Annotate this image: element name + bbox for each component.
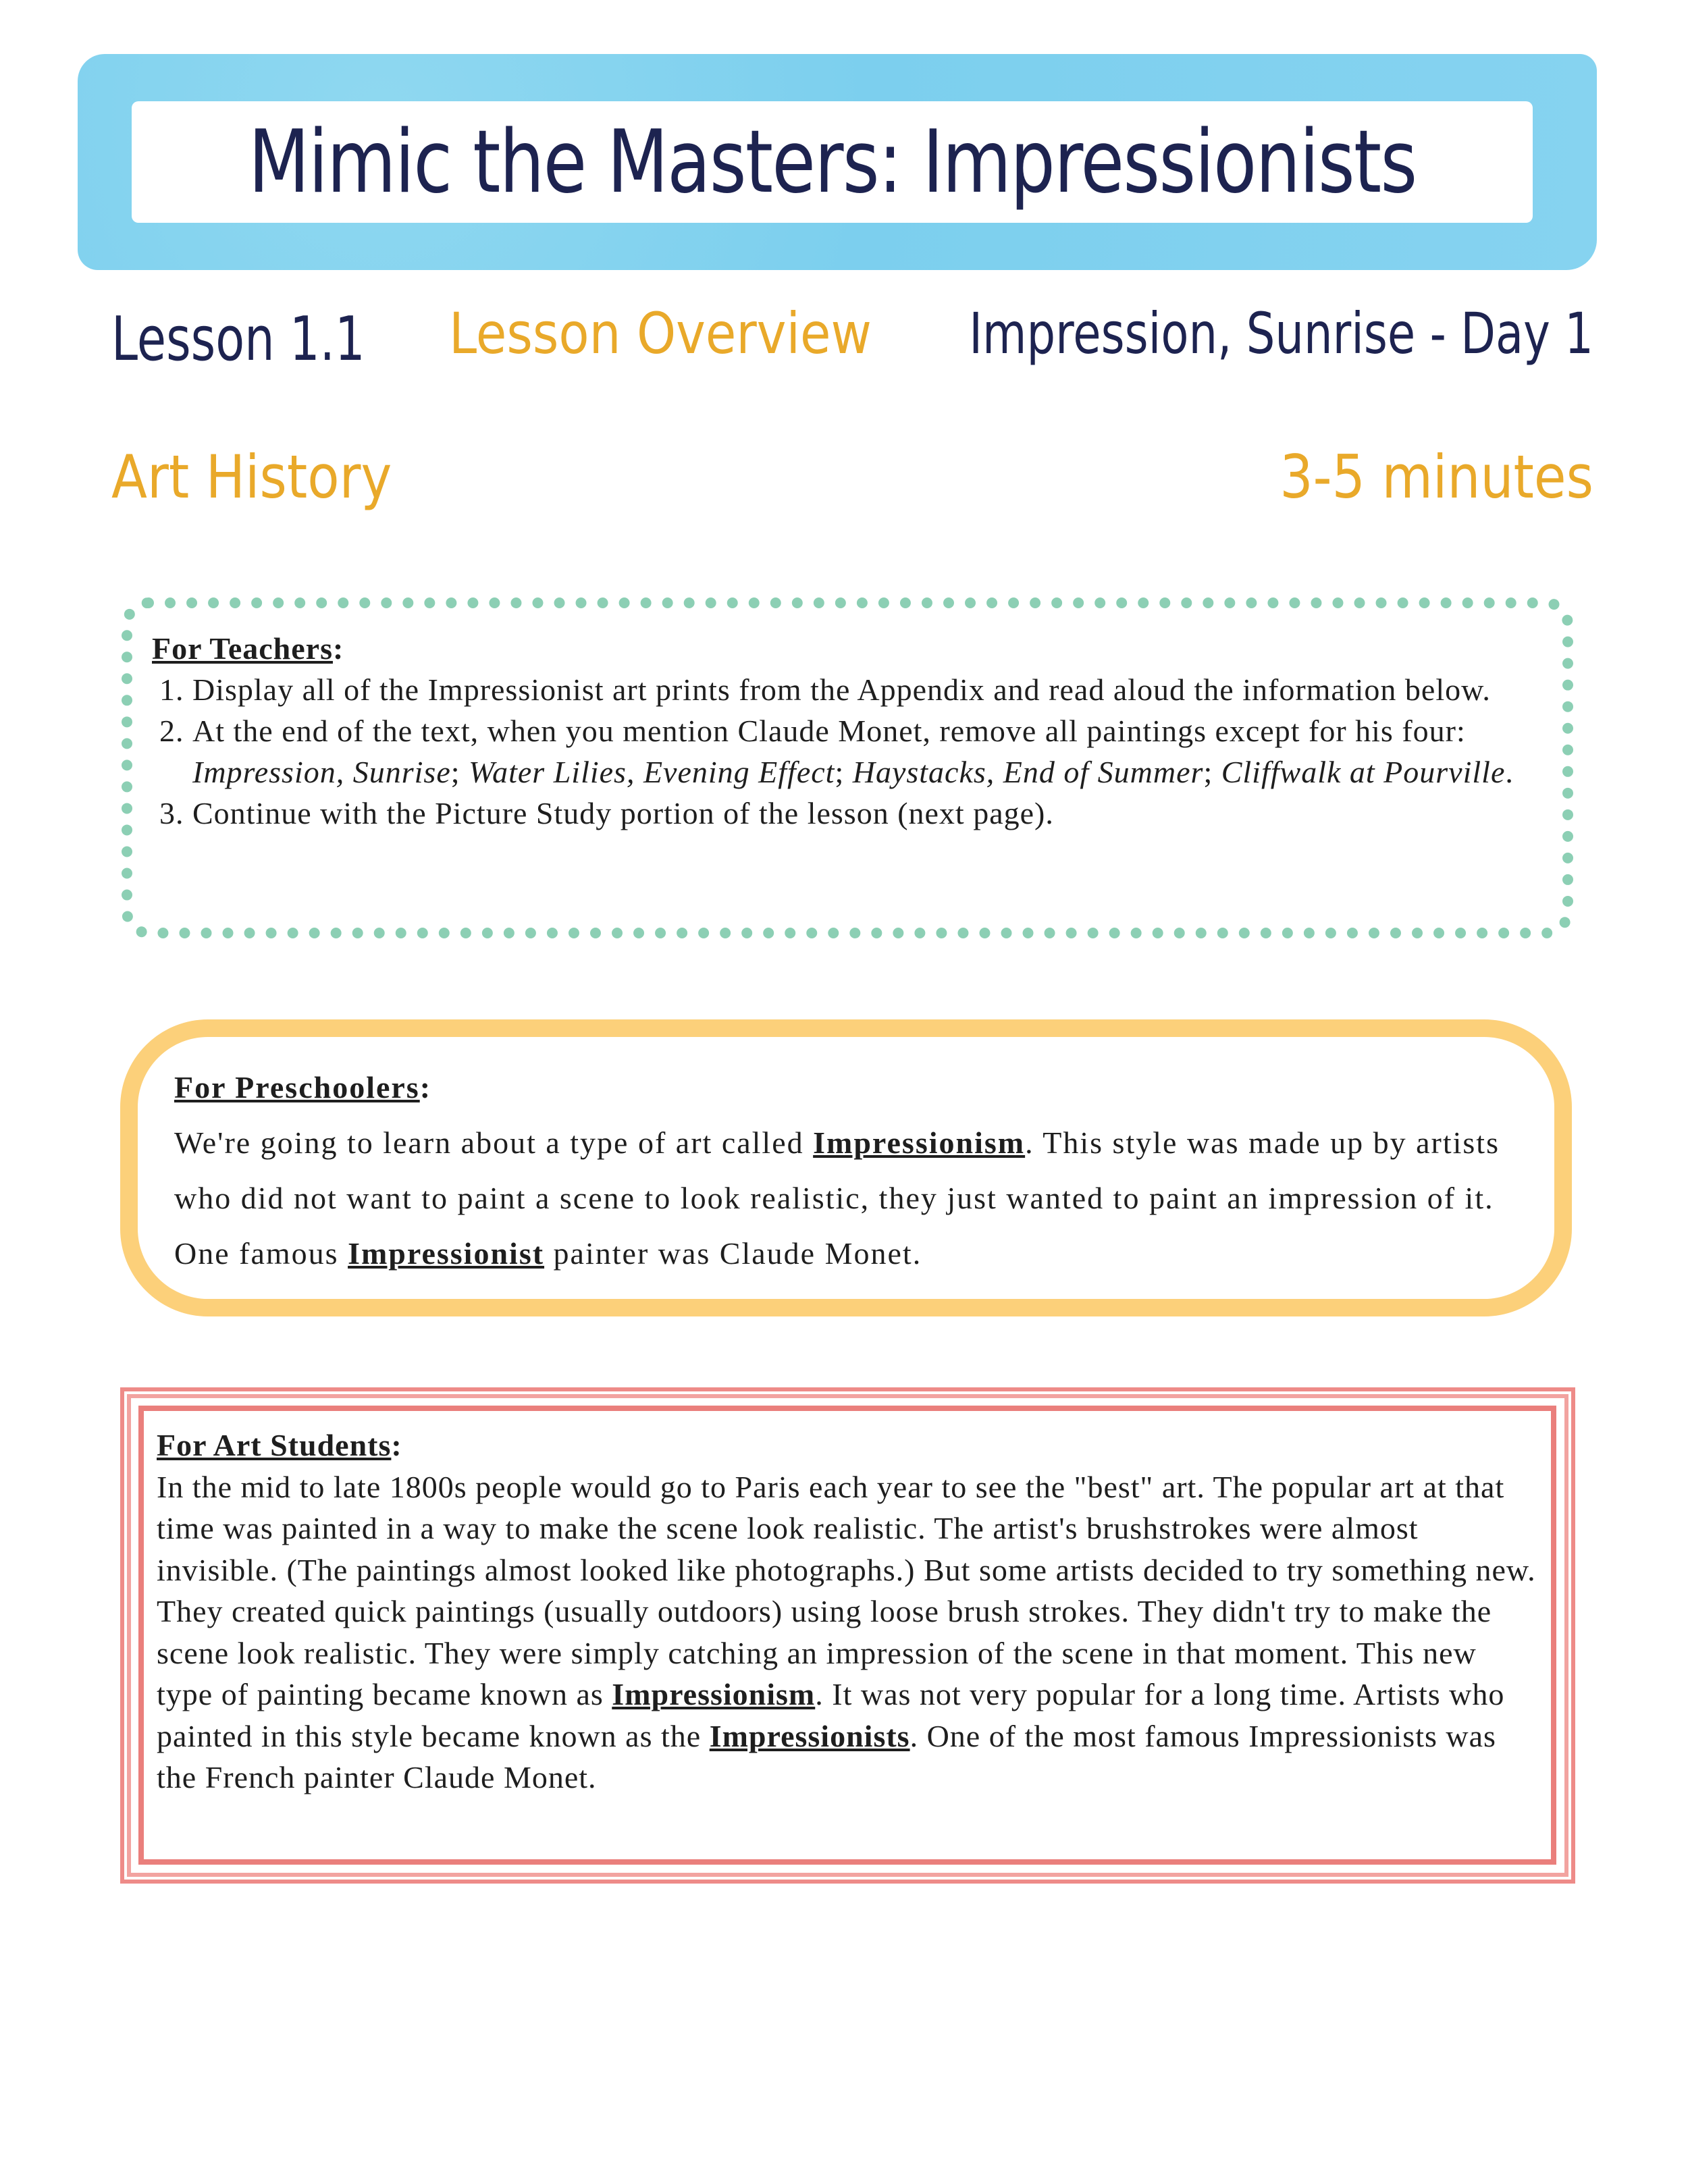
preschoolers-heading: For Preschoolers:: [174, 1070, 432, 1104]
painting-title: Impression, Sunrise: [192, 755, 451, 789]
lesson-type: Lesson Overview: [449, 300, 872, 367]
lesson-title: Impression, Sunrise - Day 1: [969, 300, 1593, 367]
duration-label: 3-5 minutes: [1280, 442, 1593, 512]
students-heading: For Art Students:: [157, 1428, 402, 1462]
teachers-content: [152, 628, 1536, 834]
page-title: Mimic the Masters: Impressionists: [248, 111, 1417, 213]
preschoolers-content: [174, 1060, 1545, 1281]
list-item: 1. Display all of the Impressionist art prints from the Appendix and read aloud the information below.: [192, 669, 1536, 710]
key-term: Impressionism: [813, 1125, 1026, 1160]
painting-title: Water Lilies, Evening Effect: [469, 755, 835, 789]
students-text: In the mid to late 1800s people would go to Paris each year to see the "best" art. The popular art at that time was painted in a way to make the scene look realistic. The artist's brushstrokes were almost invisible. (The paintings almost looked like photographs.) But some artists decided to try something new. They created quick paintings (usually outdoors) using loose brush strokes. They didn't try to make the scene look realistic. They were simply catching an impression of the scene in that moment. This new type of painting became known as Impressionism. It was not very popular for a long time. Artists who painted in this style became known as the Impressionists. One of the most famous Impressionists was the French painter Claude Monet.: [157, 1469, 1536, 1794]
painting-title: Cliffwalk at Pourville: [1221, 755, 1506, 789]
key-term: Impressionists: [709, 1718, 910, 1753]
lesson-number: Lesson 1.1: [111, 304, 365, 375]
title-banner: [78, 54, 1597, 270]
teachers-list: [152, 669, 1536, 834]
section-label: Art History: [111, 442, 392, 512]
key-term: Impressionist: [348, 1236, 545, 1271]
teachers-heading: For Teachers:: [152, 631, 344, 666]
students-content: [157, 1424, 1541, 1799]
list-item: 2. At the end of the text, when you mention Claude Monet, remove all paintings except for his four: Impression, Sunrise; Water Lilies, Evening Effect; Haystacks, End of Summer; Cliffwalk at Pourville.: [192, 710, 1536, 793]
preschoolers-text: We're going to learn about a type of art called Impressionism. This style was made up by artists who did not want to paint a scene to look realistic, they just wanted to paint an impression of it. One famous Impressionist painter was Claude Monet.: [174, 1125, 1500, 1271]
title-banner-inner: [132, 101, 1533, 223]
painting-title: Haystacks, End of Summer: [852, 755, 1204, 789]
key-term: Impressionism: [612, 1677, 816, 1711]
list-item: 3. Continue with the Picture Study portion of the lesson (next page).: [192, 793, 1536, 834]
